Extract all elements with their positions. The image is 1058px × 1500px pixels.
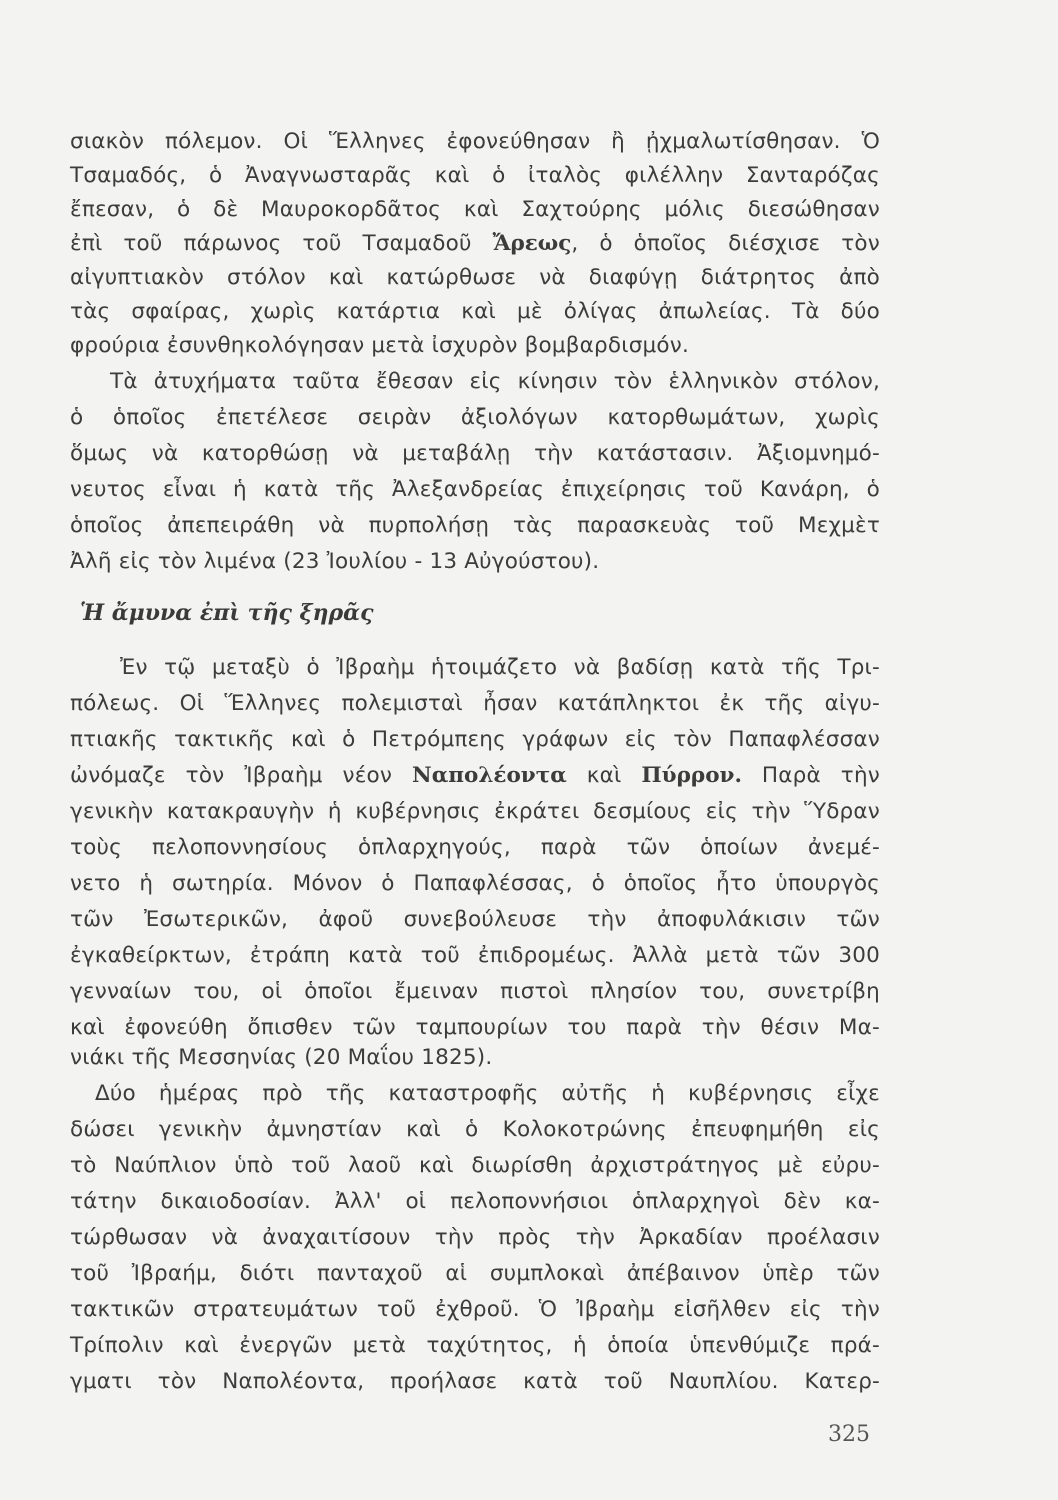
text-line: δώσει γενικὴν ἀμνηστίαν καὶ ὁ Κολοκοτρώνης ἐπευφημήθη εἰς xyxy=(70,1117,880,1142)
page-number: 325 xyxy=(828,1422,870,1447)
text-line: ἐγκαθείρκτων, ἐτράπη κατὰ τοῦ ἐπιδρομέως. Ἀλλὰ μετὰ τῶν 300 xyxy=(70,943,880,968)
text-line: Ἐν τῷ μεταξὺ ὁ Ἰβραὴμ ἡτοιμάζετο νὰ βαδίσῃ κατὰ τῆς Τρι- xyxy=(120,655,880,680)
text-line xyxy=(70,230,880,258)
text-line: γενικὴν κατακραυγὴν ἡ κυβέρνησις ἐκράτει δεσμίους εἰς τὴν Ὕδραν xyxy=(70,799,880,824)
text-fragment: ὠνόμαζε τὸν Ἰβραὴμ νέον xyxy=(70,763,393,788)
text-line: πόλεως. Οἱ Ἕλληνες πολεμισταὶ ἦσαν κατάπληκτοι ἐκ τῆς αἰγυ- xyxy=(70,691,880,716)
text-line: πτιακῆς τακτικῆς καὶ ὁ Πετρόμπεης γράφων εἰς τὸν Παπαφλέσσαν xyxy=(70,727,880,752)
text-line: τὰς σφαίρας, χωρὶς κατάρτια καὶ μὲ ὀλίγας ἀπωλείας. Τὰ δύο xyxy=(70,299,880,324)
text-fragment: ἐπὶ τοῦ πάρωνος τοῦ Τσαμαδοῦ xyxy=(70,231,472,256)
text-line: Ἀλῆ εἰς τὸν λιμένα (23 Ἰουλίου - 13 Αὐγούστου). xyxy=(70,549,600,574)
text-line: ὁποῖος ἀπεπειράθη νὰ πυρπολήσῃ τὰς παρασκευὰς τοῦ Μεχμὲτ xyxy=(70,513,880,538)
text-line: Τρίπολιν καὶ ἐνεργῶν μετὰ ταχύτητος, ἡ ὁποία ὑπενθύμιζε πρά- xyxy=(70,1333,880,1358)
text-line: αἰγυπτιακὸν στόλον καὶ κατώρθωσε νὰ διαφύγῃ διάτρητος ἀπὸ xyxy=(70,265,880,290)
text-line: τὸ Ναύπλιον ὑπὸ τοῦ λαοῦ καὶ διωρίσθη ἀρχιστράτηγος μὲ εὐρυ- xyxy=(70,1153,880,1178)
text-line: τάτην δικαιοδοσίαν. Ἀλλ' οἱ πελοποννήσιοι ὁπλαρχηγοὶ δὲν κα- xyxy=(70,1189,880,1214)
text-line: ἔπεσαν, ὁ δὲ Μαυροκορδᾶτος καὶ Σαχτούρης μόλις διεσώθησαν xyxy=(70,197,880,222)
section-heading: Ἡ ἄμυνα ἐπὶ τῆς ξηρᾶς xyxy=(80,600,374,626)
text-line: τῶν Ἐσωτερικῶν, ἀφοῦ συνεβούλευσε τὴν ἀποφυλάκισιν τῶν xyxy=(70,907,880,932)
text-line: καὶ ἐφονεύθη ὄπισθεν τῶν ταμπουρίων του παρὰ τὴν θέσιν Μα- xyxy=(70,1015,880,1040)
text-fragment: , ὁ ὁποῖος διέσχισε τὸν xyxy=(571,231,880,256)
text-line: γματι τὸν Ναπολέοντα, προήλασε κατὰ τοῦ Ναυπλίου. Κατερ- xyxy=(70,1369,880,1394)
text-line: ὅμως νὰ κατορθώσῃ νὰ μεταβάλῃ τὴν κατάστασιν. Ἀξιομνημό- xyxy=(70,441,880,466)
text-line: φρούρια ἐσυνθηκολόγησαν μετὰ ἰσχυρὸν βομβαρδισμόν. xyxy=(70,333,690,358)
emphasis-name: Ναπολέοντα xyxy=(412,763,567,788)
text-line xyxy=(70,762,880,790)
text-line: νευτος εἶναι ἡ κατὰ τῆς Ἀλεξανδρείας ἐπιχείρησις τοῦ Κανάρη, ὁ xyxy=(70,477,880,502)
text-line: τοῦ Ἰβραήμ, διότι πανταχοῦ αἱ συμπλοκαὶ ἀπέβαινον ὑπὲρ τῶν xyxy=(70,1261,880,1286)
ship-name: Ἄρεως xyxy=(492,231,572,256)
text-line: τακτικῶν στρατευμάτων τοῦ ἐχθροῦ. Ὁ Ἰβραὴμ εἰσῆλθεν εἰς τὴν xyxy=(70,1297,880,1322)
text-fragment: Παρὰ τὴν xyxy=(761,763,880,788)
emphasis-name: Πύρρον. xyxy=(641,763,742,788)
text-line: σιακὸν πόλεμον. Οἱ Ἕλληνες ἐφονεύθησαν ἢ ᾐχμαλωτίσθησαν. Ὁ xyxy=(70,129,880,154)
text-line: τοὺς πελοποννησίους ὁπλαρχηγούς, παρὰ τῶν ὁποίων ἀνεμέ- xyxy=(70,835,880,860)
text-line: Τὰ ἀτυχήματα ταῦτα ἔθεσαν εἰς κίνησιν τὸν ἑλληνικὸν στόλον, xyxy=(110,369,880,394)
text-line: νετο ἡ σωτηρία. Μόνον ὁ Παπαφλέσσας, ὁ ὁποῖος ἦτο ὑπουργὸς xyxy=(70,871,880,896)
text-line: νιάκι τῆς Μεσσηνίας (20 Μαΐου 1825). xyxy=(70,1045,493,1070)
text-line: Δύο ἡμέρας πρὸ τῆς καταστροφῆς αὐτῆς ἡ κυβέρνησις εἶχε xyxy=(95,1081,880,1106)
text-line: γενναίων του, οἱ ὁποῖοι ἔμειναν πιστοὶ πλησίον του, συνετρίβη xyxy=(70,979,880,1004)
text-line: ὁ ὁποῖος ἐπετέλεσε σειρὰν ἀξιολόγων κατορθωμάτων, χωρὶς xyxy=(70,405,880,430)
text-line: Τσαμαδός, ὁ Ἀναγνωσταρᾶς καὶ ὁ ἰταλὸς φιλέλλην Σανταρόζας xyxy=(70,163,880,188)
text-fragment: καὶ xyxy=(586,763,622,788)
text-line: τώρθωσαν νὰ ἀναχαιτίσουν τὴν πρὸς τὴν Ἀρκαδίαν προέλασιν xyxy=(70,1225,880,1250)
